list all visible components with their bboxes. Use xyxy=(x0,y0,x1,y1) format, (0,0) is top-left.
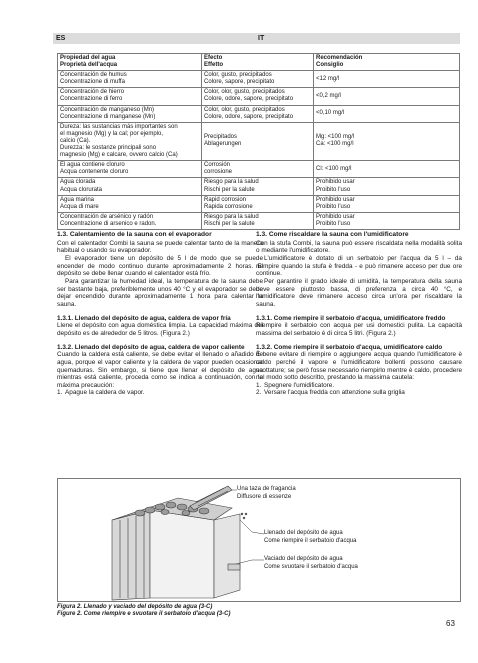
cell-line: Concentrazione di muffa xyxy=(60,79,125,86)
cell-line: Colore, odore, sapore, precipitato xyxy=(204,113,294,120)
header-line: Efecto xyxy=(204,55,223,61)
subsection-heading-es: 1.3.1. Llenado del depósito de agua, caldera de vapor fría xyxy=(57,314,231,322)
cell-line: Durezza: le sostanze principali sono xyxy=(60,145,157,152)
label-text-it: Diffusore di essenze xyxy=(237,493,292,500)
cell-line: Concentración de humus xyxy=(60,72,127,79)
header-line: Consiglio xyxy=(316,62,344,69)
cell-line: Concentrazione di ferro xyxy=(60,96,123,103)
paragraph-es: Cuando la caldera está caliente, se debe evitar el llenado o añadido de agua, porque el vapor caliente y la caldera de vapor pueden ocasionar quemaduras. Sin embargo, si tiene que llenar el depósito de agua mientras está caliente, proceda como se indica a continuación, con la máxima precaución: xyxy=(57,351,263,389)
cell-line: Cl: <100 mg/l xyxy=(316,165,352,172)
header-line: Effetto xyxy=(204,62,223,69)
cell-line: <12 mg/l xyxy=(316,75,340,82)
subsection-heading-it: 1.3.1. Come riempire il serbatoio d'acqua, umidificatore freddo xyxy=(256,314,446,322)
cell-line: Corrosión xyxy=(204,162,231,169)
cell-line: Concentración de hierro xyxy=(60,89,125,96)
cell-line: Prohibido usar xyxy=(316,213,355,220)
cell-line: Concentrazione di arsenico e radon. xyxy=(60,220,157,227)
subsection-heading-es: 1.3.2. Llenado del depósito de agua, caldera de vapor caliente xyxy=(57,343,245,351)
cell-line: Ablagerungen xyxy=(204,141,242,148)
list-item: 1. Spegnere l'umidificatore. xyxy=(256,381,335,389)
cell-line: Proibito l'uso xyxy=(316,220,351,227)
cell-line: Rapid corrosion xyxy=(204,196,247,203)
label-text-es: Llenado del depósito de agua xyxy=(264,530,343,536)
cell-line: <0,2 mg/l xyxy=(316,92,341,99)
page-number: 63 xyxy=(446,619,455,628)
cell-line: Concentración de manganeso (Mn) xyxy=(60,106,155,113)
drain-hose xyxy=(228,564,240,570)
list-item-text: Versare l'acqua fredda con attenzione sulla griglia xyxy=(264,389,405,397)
label-text-es: Vaciado del depósito de agua xyxy=(264,556,343,562)
language-code-es: ES xyxy=(56,35,66,42)
cell-line: Rapida corrosione xyxy=(204,203,253,210)
cell-line: Proibito l'uso xyxy=(316,203,351,210)
cell-line: Concentrazione di manganese (Mn) xyxy=(60,113,156,120)
paragraph-es: Con el calentador Combi la sauna se puede calentar tanto de la manera habitual o usando su evaporador. xyxy=(57,239,263,255)
language-code-it: IT xyxy=(258,35,265,42)
cell-line: Color, gusto, precipitados xyxy=(204,72,272,79)
cell-line: corrosione xyxy=(204,169,233,176)
cell-line: Mg: <100 mg/l xyxy=(316,134,355,141)
label-fragrance-cup xyxy=(237,486,296,501)
header-line: Proprietà dell'acqua xyxy=(60,62,118,69)
cell-line: Concentración de arsénico y radón xyxy=(60,213,154,220)
water-drops xyxy=(241,513,247,519)
cell-line: Rischi per la salute xyxy=(204,220,255,227)
label-text-es: Una taza de fragancia xyxy=(237,486,296,492)
header-line: Recomendación xyxy=(316,55,363,61)
paragraph-it: Con la stufa Combi, la sauna può essere riscaldata nella modalità solita o mediante l'umidificatore. xyxy=(256,239,462,255)
list-item: 2. Versare l'acqua fredda con attenzione sulla griglia xyxy=(256,389,405,397)
cell-line: Riesgo para la salud xyxy=(204,179,259,186)
label-empty-tank xyxy=(264,556,358,571)
figure-caption-it: Figure 2. Come riempire e svuotare il serbatoio d'acqua (3-C) xyxy=(57,611,231,617)
cell-line: el magnesio (Mg) y la cal; por ejemplo, xyxy=(60,130,164,137)
cell-line: Ca: <100 mg/l xyxy=(316,141,354,148)
subsection-heading-it: 1.3.2. Come riempire il serbatoio d'acqua, umidificatore caldo xyxy=(256,343,443,351)
list-item: 1. Apague la caldera de vapor. xyxy=(57,389,145,397)
cell-line: Rischi per la salute xyxy=(204,186,255,193)
cell-line: Agua marina xyxy=(60,196,95,203)
cell-line: El agua contiene cloruro xyxy=(60,162,125,169)
cell-line: <0,10 mg/l xyxy=(316,110,345,117)
paragraph-es: Llene el depósito con agua doméstica limpia. La capacidad máxima del depósito es de alrededor de 5 litros. (Figura 2.) xyxy=(57,322,263,337)
cell-line: Riesgo para la salud xyxy=(204,213,259,220)
label-text-it: Come riempire il serbatoio d'acqua xyxy=(264,537,357,544)
cell-line: Agua clorada xyxy=(60,179,96,186)
heater-drawing xyxy=(112,498,240,600)
cell-line: Colore, odore, sapore, precipitato xyxy=(204,96,294,103)
section-heading-es: 1.3. Calentamiento de la sauna con el evaporador xyxy=(57,231,212,238)
cell-line: Color, olor, gusto, precipitados xyxy=(204,106,285,113)
cell-line: Acqua contenente cloruro xyxy=(60,169,129,176)
paragraph-it: Riempire il serbatoio con acqua per usi domestici pulita. La capacità massima del serbatoio è di circa 5 litri. (Figura 2.) xyxy=(256,322,462,337)
cell-line: Prohibido usar xyxy=(316,179,355,186)
paragraph-it: È bene evitare di riempire o aggiungere acqua quando l'umidificatore è caldo perché il vapore e l'umidificatore bollenti possono causare scottature; se però fosse necessario riempirlo mentre è caldo, procedere nel modo sotto descritto, prestando la massima cautela: xyxy=(256,351,462,382)
list-item-text: Spegnere l'umidificatore. xyxy=(264,381,335,389)
paragraph-es: Para garantizar la humedad ideal, la temperatura de la sauna debe ser bastante baja, preferiblemente unos 40 °C y el evaporador se debe dejar encendido durante aproximadamente 1 hora para calentar la sauna. xyxy=(57,278,263,309)
header-line: Propiedad del agua xyxy=(60,55,116,61)
label-fill-tank xyxy=(264,530,357,545)
list-item-text: Apague la caldera de vapor. xyxy=(65,389,145,397)
cell-line: magnesio (Mg) e calcare, ovvero calcio (Ca) xyxy=(60,152,178,159)
cell-line: calcio (Ca). xyxy=(60,137,91,144)
paragraph-it: Per garantire il grado ideale di umidità, la temperatura della sauna deve essere piuttosto bassa, di preferenza a circa 40 °C, e l'umidificatore deve rimanere acceso circa un'ora per riscaldare la sauna. xyxy=(256,278,462,309)
cell-line: Color, olor, gusto, precipitados xyxy=(204,89,285,96)
paragraph-it: L'umidificatore è dotato di un serbatoio per l'acqua da 5 l – da riempire quando la stufa è fredda - e può rimanere acceso per due ore continue. xyxy=(256,255,462,278)
label-text-it: Come svuotare il serbatoio d'acqua xyxy=(264,563,358,570)
cell-line: Dureza: las sustancias más importantes son xyxy=(60,123,178,130)
cell-line: Colore, sapore, precipitato xyxy=(204,79,275,86)
cell-line: Proibito l'uso xyxy=(316,186,351,193)
section-heading-it: 1.3. Come riscaldare la sauna con l'umidificatore xyxy=(256,231,409,238)
cell-line: Prohibido usar xyxy=(316,196,355,203)
cell-line: Precipitados xyxy=(204,134,238,141)
cell-line: Acqua clorurata xyxy=(60,186,103,193)
paragraph-es: El evaporador tiene un depósito de 5 l de modo que se puede encender de modo continuo durante aproximadamente 2 horas. El depósito se debe llenar cuando el calentador está frío. xyxy=(57,255,263,278)
figure-caption-es: Figura 2. Llenado y vaciado del depósito de agua (3-C) xyxy=(57,604,213,610)
cell-line: Acqua di mare xyxy=(60,203,99,210)
